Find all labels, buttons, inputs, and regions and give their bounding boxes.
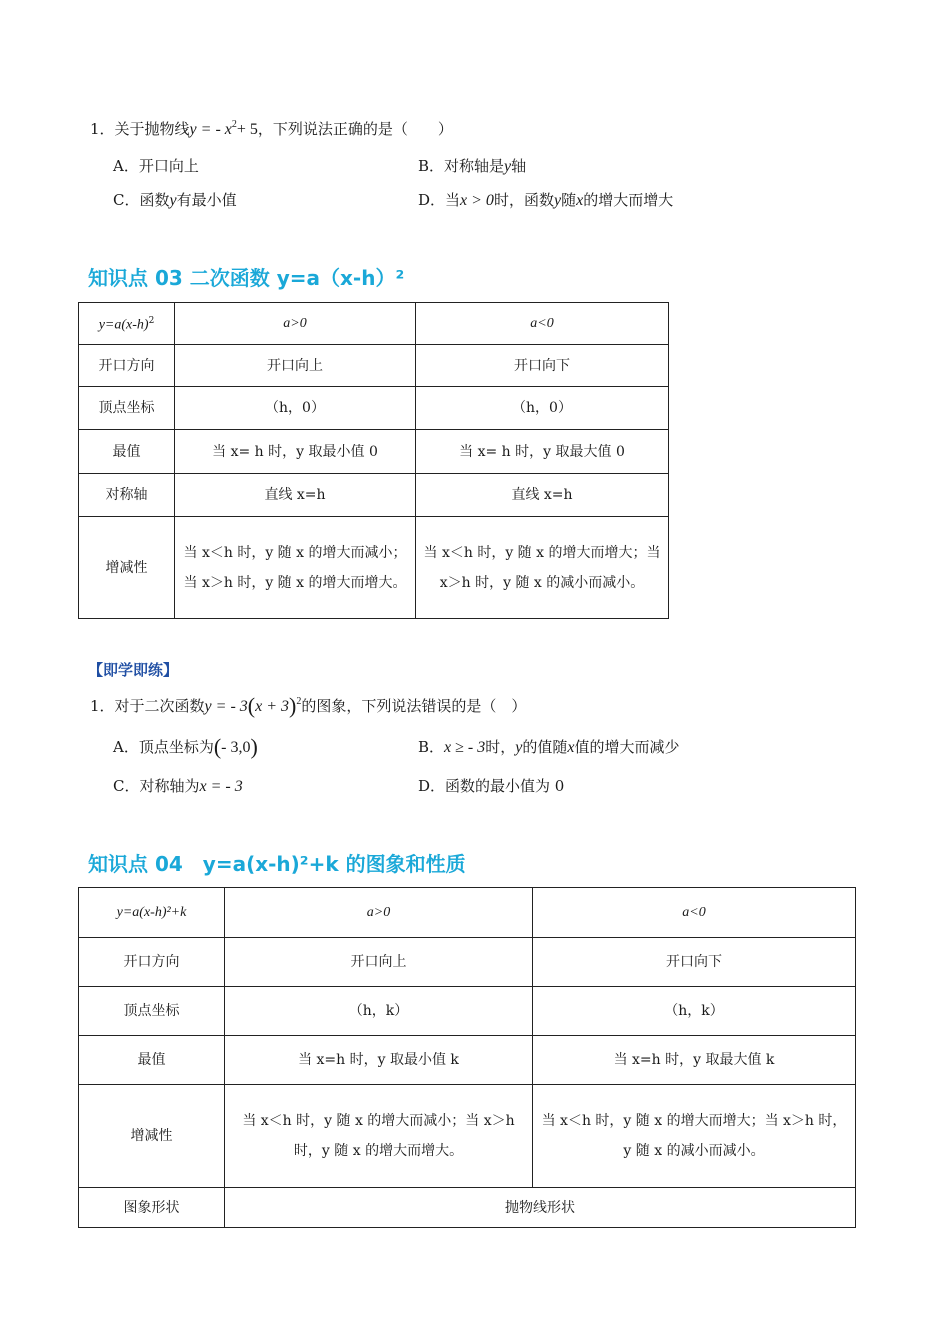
- table-cell: 开口方向: [79, 345, 175, 387]
- q1-option-b: B．对称轴是y轴: [418, 157, 527, 175]
- table-cell: 当 x= h 时，y 取最小值 0: [175, 430, 416, 474]
- table-row: [79, 987, 856, 1036]
- q1-stem-suffix: ，下列说法正确的是（ ）: [257, 120, 453, 138]
- table-cell: 当 x=h 时，y 取最大值 k: [533, 1036, 856, 1085]
- q1-formula: y = - $x^2+ 5$: [189, 119, 258, 138]
- table-cell: 对称轴: [79, 474, 175, 517]
- practice-option-a: A．顶点坐标为(- 3,0): [113, 734, 258, 759]
- table-row: [79, 938, 856, 987]
- practice-option-d: D．函数的最小值为 0: [418, 777, 565, 795]
- table-03-header-formula: $y=a(x-h)^2$: [79, 303, 175, 345]
- practice-formula: y = - $3(x + 3)^2$: [204, 693, 302, 718]
- table-row: [79, 387, 669, 430]
- q1-option-c: C．函数y有最小值: [113, 191, 237, 209]
- table-cell: 最值: [79, 1036, 225, 1085]
- table-cell: 开口向上: [175, 345, 416, 387]
- table-row: [79, 303, 669, 345]
- table-04: [78, 887, 856, 1228]
- table-cell: （h，k）: [225, 987, 533, 1036]
- table-row: [79, 1188, 856, 1228]
- table-cell: 当 x= h 时，y 取最大值 0: [416, 430, 669, 474]
- table-row: [79, 888, 856, 938]
- table-03: [78, 302, 669, 619]
- table-cell: 开口向下: [416, 345, 669, 387]
- practice-option-b: B．x ≥ - 3时，y的值随x值的增大而减少: [418, 738, 680, 756]
- table-cell: 抛物线形状: [225, 1188, 856, 1228]
- practice-question-stem: 1．对于二次函数y = - $3(x + 3)^2$的图象，下列说法错误的是（ ）: [90, 693, 527, 718]
- table-cell: 最值: [79, 430, 175, 474]
- table-04-header-a-pos: a>0: [225, 888, 533, 938]
- table-cell: 直线 x=h: [175, 474, 416, 517]
- q1-option-a: A．开口向上: [113, 157, 199, 175]
- table-cell: 当 x＜h 时，y 随 x 的增大而增大；当 x＞h 时，y 随 x 的减小而减小。: [416, 517, 669, 619]
- table-cell: 顶点坐标: [79, 987, 225, 1036]
- table-row: [79, 1085, 856, 1188]
- table-cell: 当 x＜h 时，y 随 x 的增大而减小；当 x＞h 时，y 随 x 的增大而增大。: [225, 1085, 533, 1188]
- table-cell: 开口向下: [533, 938, 856, 987]
- section-04-heading: 知识点 04 y=a(x-h)²+k 的图象和性质: [88, 852, 466, 876]
- table-04-header-formula: y=a(x-h)²+k: [79, 888, 225, 938]
- question-1-stem: [90, 118, 453, 139]
- table-cell: 增减性: [79, 1085, 225, 1188]
- practice-tag: 【即学即练】: [88, 661, 179, 679]
- table-cell: 增减性: [79, 517, 175, 619]
- table-cell: （h，0）: [175, 387, 416, 430]
- table-row: [79, 430, 669, 474]
- table-cell: 当 x=h 时，y 取最小值 k: [225, 1036, 533, 1085]
- table-cell: 图象形状: [79, 1188, 225, 1228]
- table-cell: 开口方向: [79, 938, 225, 987]
- table-cell: 顶点坐标: [79, 387, 175, 430]
- table-cell: 当 x＜h 时，y 随 x 的增大而减小；当 x＞h 时，y 随 x 的增大而增大。: [175, 517, 416, 619]
- table-row: [79, 345, 669, 387]
- table-cell: （h，0）: [416, 387, 669, 430]
- table-cell: 直线 x=h: [416, 474, 669, 517]
- table-03-header-a-pos: a>0: [175, 303, 416, 345]
- table-row: [79, 1036, 856, 1085]
- table-cell: （h，k）: [533, 987, 856, 1036]
- table-03-header-a-neg: a<0: [416, 303, 669, 345]
- table-cell: 开口向上: [225, 938, 533, 987]
- table-row: [79, 517, 669, 619]
- q1-stem-prefix: 1．关于抛物线: [90, 120, 190, 138]
- table-row: [79, 474, 669, 517]
- section-03-heading: 知识点 03 二次函数 y=a（x-h）²: [88, 266, 405, 290]
- practice-option-c: C．对称轴为x = - 3: [113, 777, 243, 795]
- table-cell: 当 x＜h 时，y 随 x 的增大而增大；当 x＞h 时，y 随 x 的减小而减小。: [533, 1085, 856, 1188]
- table-04-header-a-neg: a<0: [533, 888, 856, 938]
- q1-option-d: D．当x > 0时，函数y随x的增大而增大: [418, 191, 674, 209]
